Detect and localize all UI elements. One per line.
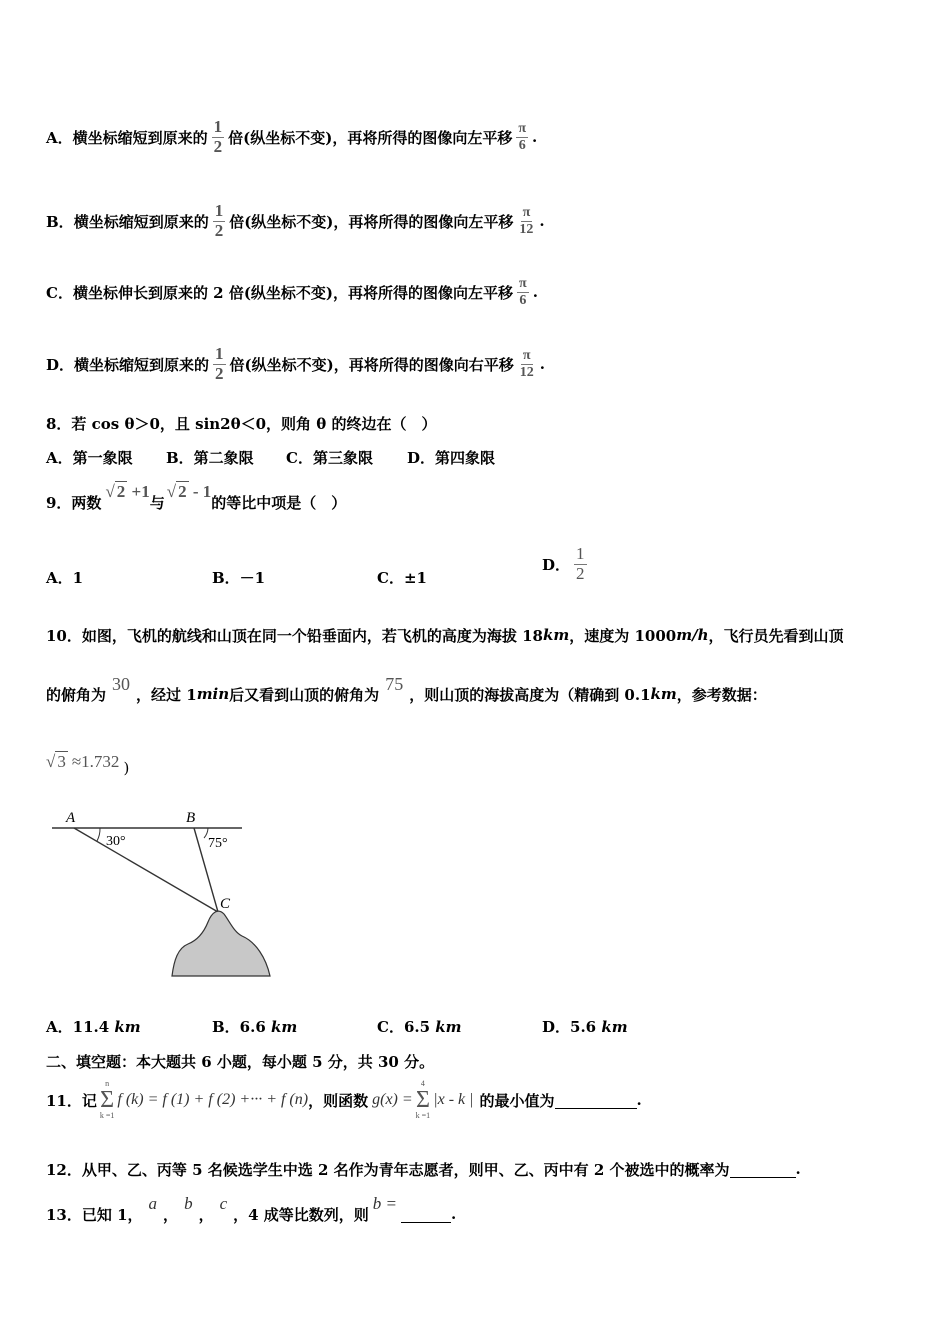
ref-value: ≈1.732: [71, 752, 120, 771]
option-label: D．: [542, 555, 571, 574]
b-equals: b =: [372, 1194, 398, 1213]
label-c: C: [220, 896, 231, 912]
q8-option-c: C．第三象限: [286, 449, 373, 467]
text: ，则函数: [308, 1091, 369, 1110]
text: ，经过 1: [136, 685, 197, 704]
question-suffix: 的等比中项是（ ）: [211, 493, 347, 512]
q10-option-d: D．5.6 km: [542, 1018, 628, 1036]
angle-label-30: 30°: [106, 834, 126, 849]
option-text-mid: 倍(纵坐标不变)，再将所得的图像向左平移: [229, 212, 514, 231]
option-label: D．: [46, 355, 75, 374]
var-c: c: [219, 1194, 228, 1213]
period: .: [795, 1160, 801, 1178]
option-label: C．: [46, 283, 73, 302]
g-function: g(x) =: [372, 1091, 413, 1108]
q7-option-b: [46, 184, 545, 258]
q8-option-a: A．第一象限: [46, 449, 133, 467]
unit-min: min: [196, 685, 230, 703]
unit-km: km: [542, 626, 570, 644]
text: ，4 成等比数列，则: [233, 1205, 369, 1224]
angle-75: 75: [385, 673, 404, 694]
fraction-half: $\frac{1}{2}$: [213, 116, 223, 156]
q10-option-a: A．11.4 km: [46, 1018, 141, 1036]
var-a: a: [148, 1194, 158, 1213]
fraction-shift: $\frac{\pi}{6}$: [518, 121, 527, 153]
fraction-half: $\frac{1}{2}$: [215, 343, 224, 383]
sum-expression-1: f (k) = f (1) + f (2) +··· + f (n): [117, 1091, 309, 1108]
q10-line-1: [46, 624, 844, 646]
fraction-shift: $\frac{\pi}{6}$: [519, 276, 527, 308]
text: ，飞行员先看到山顶: [708, 626, 844, 645]
label-a: A: [66, 810, 76, 826]
sqrt-expression-1: √ 2 +1: [105, 482, 150, 501]
text: 13．已知 1，: [46, 1205, 143, 1224]
close-paren: ): [123, 759, 130, 777]
fraction-half: $\frac{1}{2}$: [576, 543, 585, 583]
option-text-mid: 倍(纵坐标不变)，再将所得的图像向右平移: [229, 355, 514, 374]
q7-option-c: [46, 270, 538, 314]
mountain-figure: [46, 800, 286, 982]
question-text: 8．若 cos θ＞0，且 sin2θ＜0，则角 θ 的终边在（ ）: [46, 414, 437, 433]
angle-label-75: 75°: [208, 836, 228, 851]
q11-stem: [46, 1076, 642, 1124]
text: 12．从甲、乙、丙等 5 名候选学生中选 2 名作为青年志愿者，则甲、乙、丙中有 2 个被选中的概率为: [46, 1160, 730, 1179]
text: 后又看到山顶的俯角为: [229, 685, 380, 704]
text: ，参考数据：: [676, 685, 767, 704]
comma: ，: [198, 1205, 214, 1224]
text: 10．如图，飞机的航线和山顶在同一个铅垂面内，若飞机的高度为海拔 18: [46, 626, 543, 645]
q10-reference: [46, 748, 129, 776]
mountain-shape: [172, 911, 270, 976]
period: .: [451, 1205, 457, 1223]
fraction-shift: $\frac{\pi}{12}$: [519, 348, 534, 380]
q13-stem: [46, 1194, 456, 1234]
period: .: [532, 283, 538, 301]
option-label: B．: [46, 212, 74, 231]
option-text: 横坐标缩短到原来的: [73, 212, 209, 231]
fraction-shift: $\frac{\pi}{12}$: [519, 205, 534, 237]
conjunction: 与: [149, 493, 165, 512]
q8-option-d: D．第四象限: [407, 449, 496, 467]
sum-symbol-2: 4 Σ k =1: [415, 1079, 431, 1120]
q7-option-a: [46, 100, 537, 174]
q7-option-d: [46, 328, 545, 400]
answer-blank[interactable]: [730, 1161, 796, 1178]
answer-blank[interactable]: [555, 1092, 637, 1109]
unit-speed: m/h: [676, 626, 709, 644]
option-text: 横坐标缩短到原来的: [72, 128, 208, 147]
q8-stem: [46, 412, 437, 434]
period: .: [636, 1091, 642, 1109]
option-text: 横坐标缩短到原来的: [74, 355, 210, 374]
unit-km: km: [650, 685, 677, 703]
text: 的最小值为: [479, 1091, 555, 1110]
sqrt-expression-2: √ 2 - 1: [166, 482, 212, 501]
q9-option-c: C．±1: [377, 569, 427, 587]
section-heading: 二、填空题：本大题共 6 小题，每小题 5 分，共 30 分。: [46, 1052, 435, 1071]
option-text-mid: 倍(纵坐标不变)，再将所得的图像向左平移: [228, 128, 513, 147]
text: 的俯角为: [46, 685, 107, 704]
q10-option-c: C．6.5 km: [377, 1018, 462, 1036]
text: ，速度为 1000: [569, 626, 677, 645]
period: .: [539, 355, 545, 373]
label-b: B: [186, 810, 196, 826]
sum-expression-2: |x - k |: [433, 1091, 474, 1108]
comma: ，: [163, 1205, 179, 1224]
q9-option-d: [542, 540, 591, 588]
q9-option-b: B．－1: [212, 569, 266, 587]
sum-symbol-1: n Σ k =1: [99, 1079, 115, 1120]
q9-stem: [46, 484, 346, 520]
fraction-half: $\frac{1}{2}$: [214, 200, 224, 240]
period: .: [532, 128, 538, 146]
q10-option-b: B．6.6 km: [212, 1018, 298, 1036]
q8-option-b: B．第二象限: [166, 449, 254, 467]
angle-30: 30: [112, 673, 131, 694]
sightline-a: [74, 828, 218, 912]
q9-option-a: A．1: [46, 569, 84, 587]
question-prefix: 9．两数: [46, 493, 102, 512]
var-b: b: [184, 1194, 193, 1213]
option-label: A．: [46, 128, 73, 147]
angle-arc-a: [97, 828, 100, 841]
period: .: [539, 212, 545, 230]
sqrt-three: √ 3: [46, 752, 66, 771]
q12-stem: [46, 1158, 801, 1180]
option-text: 横坐标伸长到原来的 2 倍(纵坐标不变)，再将所得的图像向左平移: [72, 283, 514, 302]
text: 11．记: [46, 1091, 97, 1110]
text: ，则山顶的海拔高度为（精确到 0.1: [409, 685, 651, 704]
q10-line-2: [46, 673, 767, 712]
answer-blank[interactable]: [401, 1206, 451, 1223]
